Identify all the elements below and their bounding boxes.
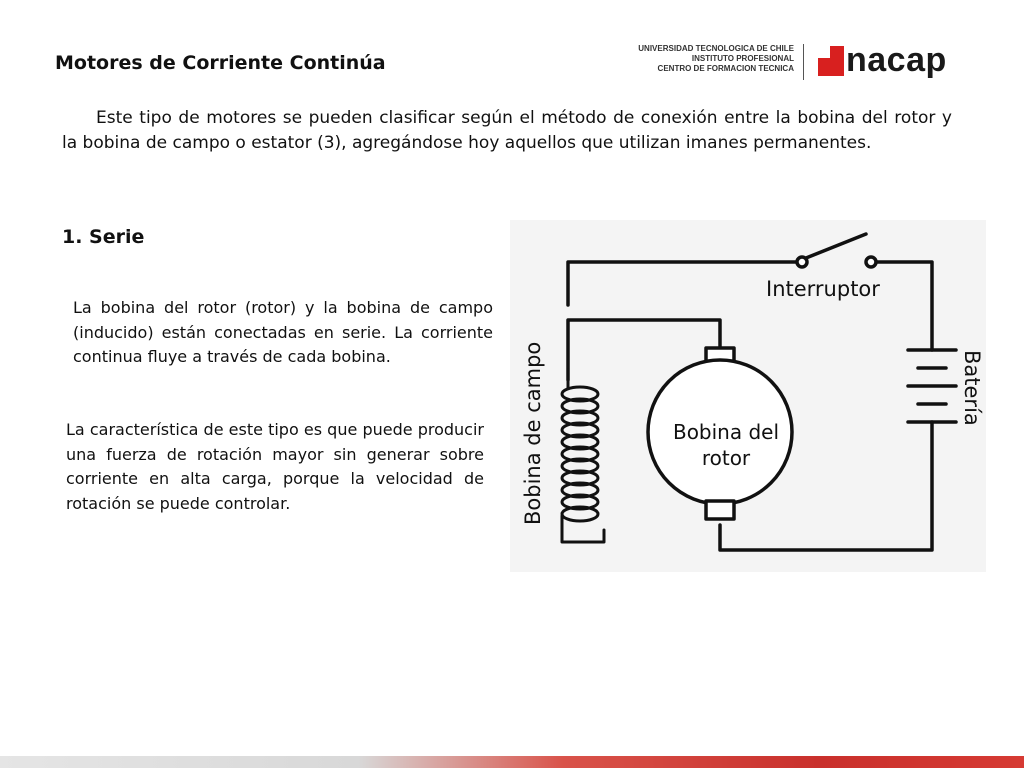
- brand-wordmark: nacap: [846, 41, 947, 79]
- inacap-logo-icon: [818, 46, 844, 76]
- institution-line-1: UNIVERSIDAD TECNOLOGICA DE CHILE: [638, 44, 794, 53]
- field-coil-label: Bobina de campo: [521, 341, 545, 525]
- rotor-label-line-1: Bobina del: [672, 420, 780, 444]
- footer-accent-bar: [0, 756, 1024, 768]
- description-paragraph: La bobina del rotor (rotor) y la bobina de campo (inducido) están conectadas en serie. La corriente continua fluye a través de cada bobina.: [73, 298, 493, 366]
- institution-line-3: CENTRO DE FORMACION TECNICA: [657, 64, 794, 73]
- slide-title: Motores de Corriente Continúa: [55, 52, 386, 74]
- battery-label: Batería: [960, 350, 984, 426]
- institution-line-2: INSTITUTO PROFESIONAL: [691, 54, 794, 63]
- section-heading: 1. Serie: [62, 226, 145, 248]
- institution-text: [626, 44, 794, 74]
- switch-label: Interruptor: [766, 277, 880, 301]
- characteristic-paragraph: La característica de este tipo es que puede producir una fuerza de rotación mayor sin generar sobre corriente en alta carga, porque la velocidad de rotación se puede controlar.: [66, 420, 484, 513]
- rotor-label-line-2: rotor: [701, 446, 751, 470]
- logo-divider: [803, 44, 804, 80]
- intro-paragraph: Este tipo de motores se pueden clasificar según el método de conexión entre la bobina del rotor y la bobina de campo o estator (3), agregándose hoy aquellos que utilizan imanes permanentes.: [62, 108, 952, 153]
- series-motor-circuit-diagram: [510, 220, 986, 572]
- institution-logo: [626, 41, 971, 88]
